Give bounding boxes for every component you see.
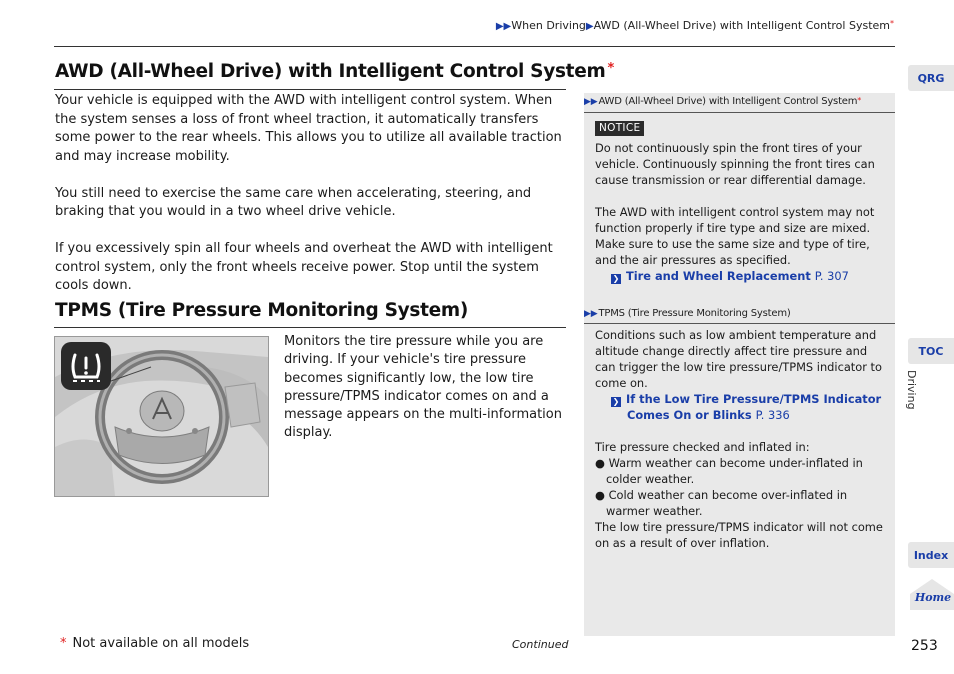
- xref-link[interactable]: [626, 269, 849, 283]
- section-rule: [54, 327, 566, 328]
- breadcrumb-item-awd[interactable]: AWD (All-Wheel Drive) with Intelligent Control System: [593, 19, 890, 32]
- awd-note-text: The AWD with intelligent control system may not function properly if tire type and size are mixed. Make sure to use the same size and type of tire, and the air pressures as specified.: [595, 205, 875, 267]
- home-icon: [908, 578, 954, 610]
- awd-body: [55, 92, 567, 314]
- tab-index[interactable]: Index: [908, 542, 954, 568]
- breadcrumb-item-when-driving[interactable]: When Driving: [511, 19, 586, 32]
- sidebar-rule: [584, 112, 895, 113]
- page-number: 253: [911, 638, 938, 654]
- tpms-description: Monitors the tire pressure while you are driving. If your vehicle's tire pressure becomes significantly low, the low tire pressure/TPMS indicator comes on and a message appears on the multi-information display.: [284, 334, 562, 441]
- sidebar-heading-tpms: [584, 308, 791, 319]
- sidebar-tpms-note: [595, 327, 887, 551]
- awd-paragraph: Your vehicle is equipped with the AWD with intelligent control system. When the system senses a loss of front wheel traction, it automatically transfers some power to the rear wheels. This allows you to utilize all available traction and may increase mobility.: [55, 93, 562, 164]
- tab-qrg[interactable]: QRG: [908, 65, 954, 91]
- list-item: ● Warm weather can become under-inflated in colder weather.: [595, 456, 863, 486]
- home-label: Home: [914, 591, 952, 604]
- notice-text: Do not continuously spin the front tires of your vehicle. Continuously spinning the front tires can cause transmission or rear differential damage.: [595, 141, 875, 187]
- sidebar-awd-note: [595, 119, 887, 284]
- bullet-text: Warm weather can become under-inflated in colder weather.: [606, 456, 863, 486]
- xref-tire-wheel[interactable]: [595, 268, 887, 284]
- awd-paragraph: If you excessively spin all four wheels and overheat the AWD with intelligent control system, only the front wheels receive power. Stop until the system cools down.: [55, 241, 553, 293]
- xref-page[interactable]: P. 336: [755, 408, 790, 422]
- tpms-closing-text: The low tire pressure/TPMS indicator will not come on as a result of over inflation.: [595, 520, 883, 550]
- tab-toc[interactable]: TOC: [908, 338, 954, 364]
- steering-wheel-illustration: [55, 337, 268, 496]
- awd-title: AWD (All-Wheel Drive) with Intelligent Control System: [55, 61, 606, 82]
- section-label: Driving: [905, 370, 918, 410]
- xref-label[interactable]: If the Low Tire Pressure/TPMS Indicator: [626, 392, 882, 406]
- footnote-star: *: [890, 19, 894, 28]
- tpms-title: TPMS (Tire Pressure Monitoring System): [55, 300, 469, 321]
- awd-paragraph: You still need to exercise the same care when accelerating, steering, and braking that you would in a two wheel drive vehicle.: [55, 185, 532, 219]
- note-icon: ▶▶: [584, 97, 598, 107]
- xref-label[interactable]: Tire and Wheel Replacement: [626, 269, 811, 283]
- sidebar-heading-awd: [584, 96, 861, 107]
- xref-tpms-indicator-cont[interactable]: [595, 407, 887, 423]
- xref-tpms-indicator[interactable]: [595, 391, 887, 407]
- tpms-heading: [55, 300, 468, 321]
- continued-label: Continued: [512, 638, 569, 651]
- footnote-text: Not available on all models: [72, 636, 250, 651]
- sidebar-heading-tpms-text: TPMS (Tire Pressure Monitoring System): [598, 308, 791, 319]
- footnote-star: *: [60, 636, 67, 651]
- note-icon: ▶▶: [584, 309, 598, 319]
- tire-checked-intro: Tire pressure checked and inflated in:: [595, 440, 810, 454]
- footnote: [60, 636, 249, 651]
- link-arrow-icon: ❯: [612, 397, 620, 406]
- arrow-icon: ▶: [585, 21, 594, 32]
- xref-page[interactable]: P. 307: [814, 269, 849, 283]
- section-rule: [54, 89, 566, 90]
- list-item: ● Cold weather can become over-inflated in warmer weather.: [595, 488, 848, 518]
- sidebar-heading-awd-text: AWD (All-Wheel Drive) with Intelligent Control System: [598, 96, 858, 107]
- tpms-note-text: Conditions such as low ambient temperature and altitude change directly affect tire pressure and can trigger the low tire pressure/TPMS indicator to come on.: [595, 328, 882, 390]
- bullet-text: Cold weather can become over-inflated in warmer weather.: [606, 488, 848, 518]
- notice-badge: NOTICE: [595, 121, 644, 136]
- header-rule: [54, 46, 895, 47]
- awd-heading: [55, 61, 614, 82]
- xref-label[interactable]: Comes On or Blinks: [627, 408, 752, 422]
- double-arrow-icon: ▶▶: [495, 21, 512, 32]
- sidebar-rule: [584, 323, 895, 324]
- breadcrumb: [496, 19, 894, 32]
- dashboard-illustration: [54, 336, 269, 497]
- home-button[interactable]: [908, 578, 954, 610]
- xref-link[interactable]: [627, 408, 790, 422]
- footnote-star: *: [857, 96, 862, 105]
- link-arrow-icon: ❯: [612, 274, 620, 283]
- footnote-star: *: [607, 61, 614, 76]
